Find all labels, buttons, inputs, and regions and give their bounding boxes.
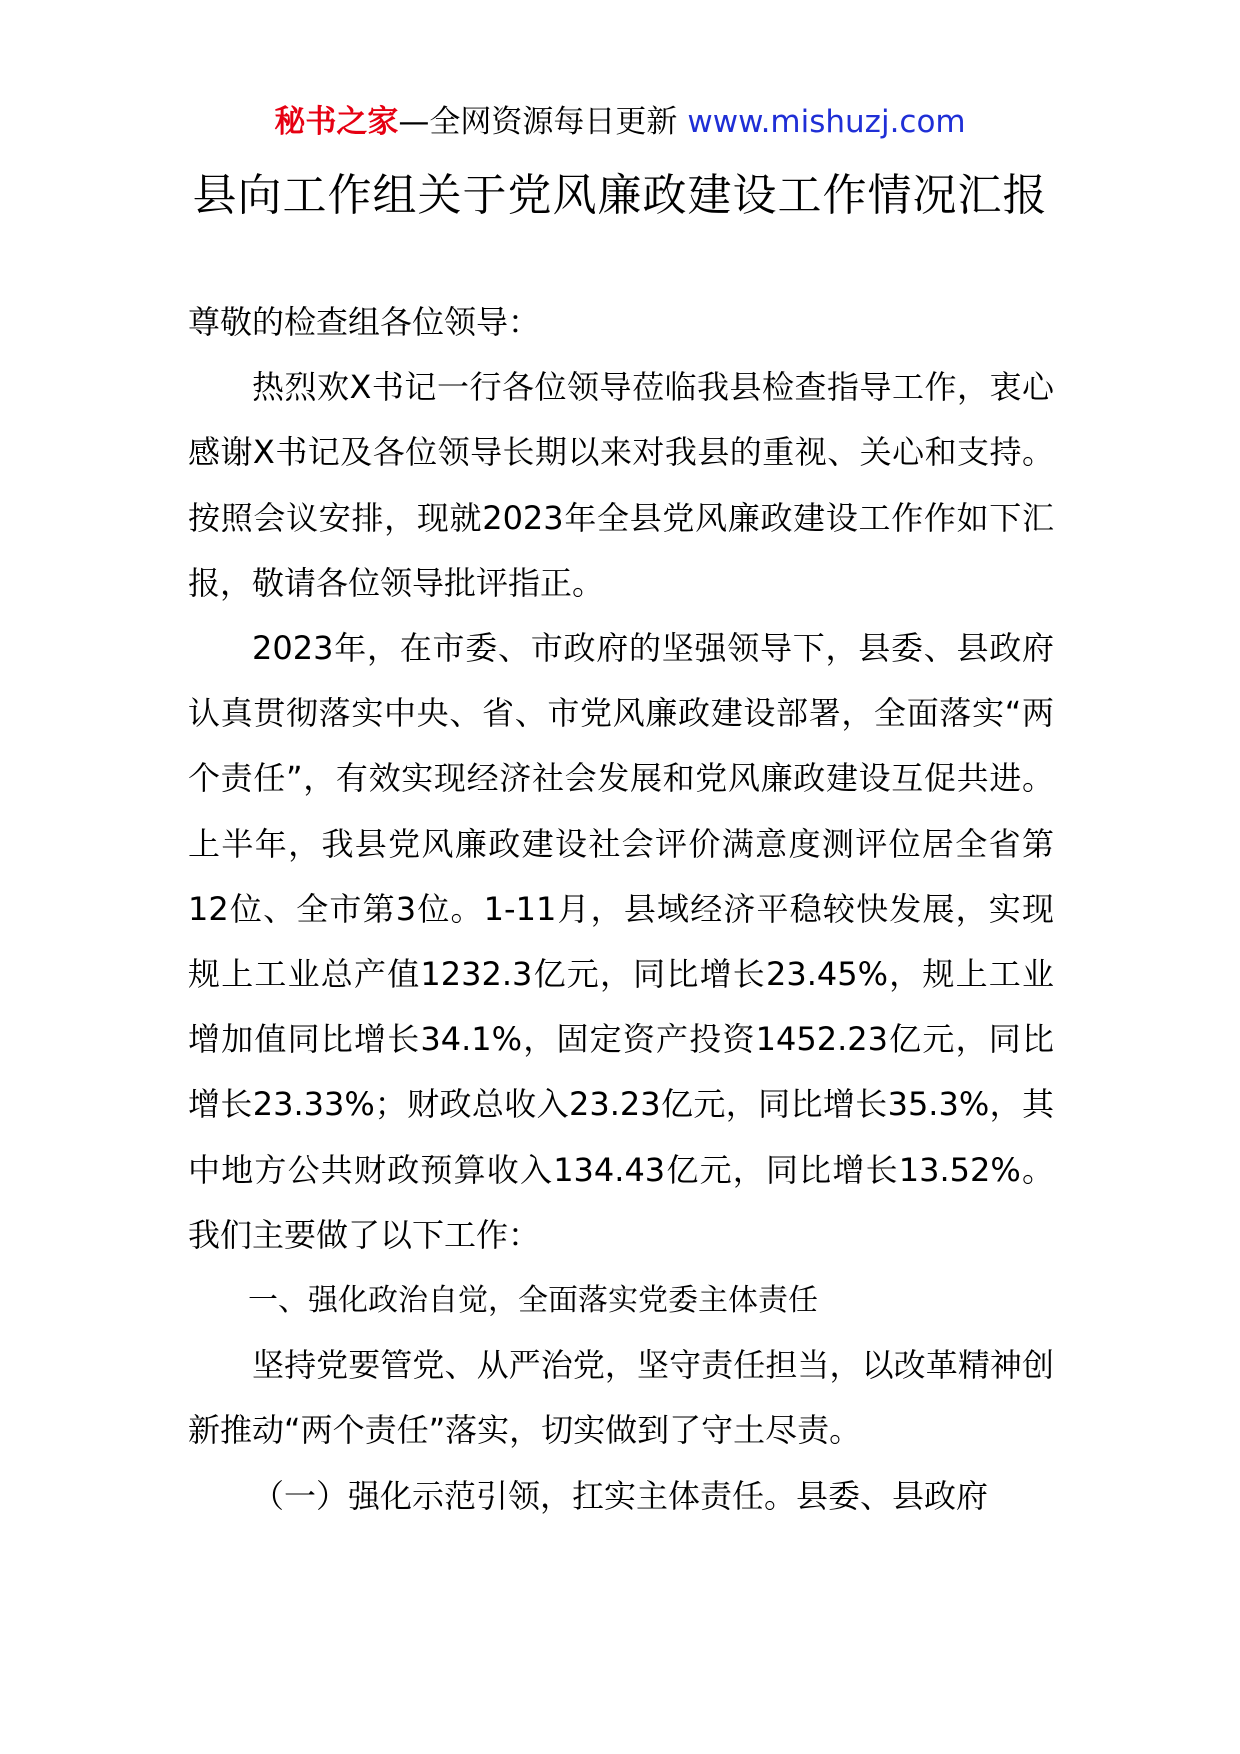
subsection-paragraph: （一）强化示范引领，扛实主体责任。县委、县政府 — [252, 1476, 989, 1515]
paragraph-intro: 热烈欢X书记一行各位领导莅临我县检查指导工作，衷心感谢X书记及各位领导长期以来对我县的重视、关心和支持。按照会议安排，现就2023年全县党风廉政建设工作作如下汇报，敬请各位领导批评指正。 — [188, 368, 1054, 602]
section-paragraph: 坚持党要管党、从严治党，坚守责任担当，以改革精神创新推动“两个责任”落实，切实做到了守土尽责。 — [188, 1346, 1054, 1450]
document-title: 县向工作组关于党风廉政建设工作情况汇报 — [192, 170, 1048, 221]
site-url-link[interactable]: www.mishuzj.com — [687, 104, 966, 140]
paragraph-overview: 2023年，在市委、市政府的坚强领导下，县委、县政府认真贯彻落实中央、省、市党风廉政建设部署，全面落实“两个责任”，有效实现经济社会发展和党风廉政建设互促共进。上半年，我县党风廉政建设社会评价满意度测评位居全省第12位、全市第3位。1-11月，县域经济平稳较快发展，实现规上工业总产值1232.3亿元，同比增长23.45%，规上工业增加值同比增长34.1%，固定资产投资1452.23亿元，同比增长23.33%；财政总收入23.23亿元，同比增长35.3%，其中地方公共财政预算收入134.43亿元，同比增长13.52%。我们主要做了以下工作： — [188, 629, 1054, 1254]
header-tagline: —全网资源每日更新 — [398, 104, 678, 140]
section-heading: 一、强化政治自觉，全面落实党委主体责任 — [248, 1283, 818, 1319]
salutation: 尊敬的检查组各位领导： — [188, 303, 541, 341]
document-body — [188, 290, 1054, 1529]
brand-name: 秘书之家 — [274, 104, 399, 140]
site-header — [0, 100, 1240, 144]
